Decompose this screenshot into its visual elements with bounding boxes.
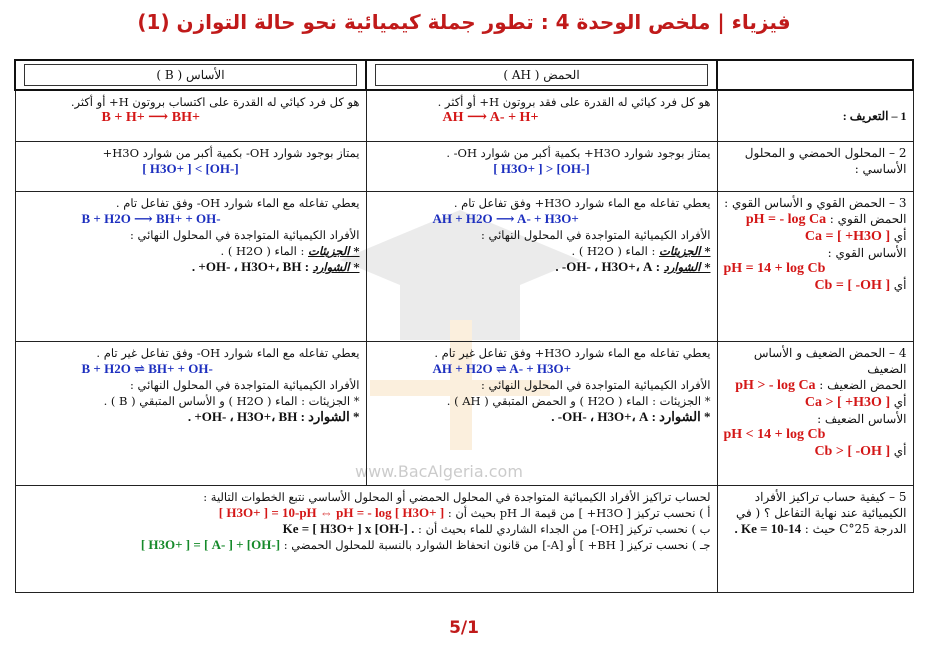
page-number: 5/1 [449, 618, 479, 638]
acid-cell: هو كل فرد كيائي له القدرة على فقد بروتون H+ أو أكثر . AH ⟶ A- + H+ [366, 90, 717, 142]
row-label: 1 – التعريف : [717, 90, 913, 142]
summary-table [14, 59, 914, 593]
base-cell: يمتاز بوجود شوارد OH- بكمية أكبر من شوارد H3O+ [ H3O+ ] < [OH-] [15, 142, 366, 192]
row-label: 2 – المحلول الحمضي و المحلول الأساسي : [717, 142, 913, 192]
acid-cell: يعطي تفاعله مع الماء شوارد H3O+ وفق تفاعل غير تام . AH + H2O ⇌ A- + H3O+ الأفراد الكيميائية المتواجدة في المحلول النهائي : * الجزيئات : الماء ( H2O ) و الحمض المتبقي ( AH ) . * الشوارد : OH- ، H3O+، A- . [366, 342, 717, 486]
table-row [15, 90, 913, 142]
page-title: فيزياء | ملخص الوحدة 4 : تطور جملة كيميائية نحو حالة التوازن (1) [137, 10, 791, 34]
header-empty-cell [717, 60, 913, 90]
header-base-cell: الأساس ( B ) [15, 60, 366, 90]
acid-cell: يعطي تفاعله مع الماء شوارد H3O+ وفق تفاعل تام . AH + H2O ⟶ A- + H3O+ الأفراد الكيميائية المتواجدة في المحلول النهائي : * الجزيئات : الماء ( H2O ) . * الشوارد : OH- ، H3O+، A- . [366, 192, 717, 342]
row-label: 5 – كيفية حساب تراكيز الأفراد الكيميائية عند نهاية التفاعل ؟ ( في الدرجة 25°C حيث : Ke = 10-14 . [717, 486, 913, 593]
watermark-text: www.BacAlgeria.com [355, 462, 523, 481]
row-label: 3 – الحمض القوي و الأساس القوي : الحمض القوي : pH = - log Ca أي [ H3O+ ] = Ca الأساس القوي : pH = 14 + log Cb أي [ OH- ] = Cb [717, 192, 913, 342]
calc-steps-cell: لحساب تراكيز الأفراد الكيميائية المتواجدة في المحلول الحمضي أو المحلول الأساسي نتبع الخطوات التالية : أ ) نحسب تركيز [ H3O+ ] من قيمة الـ pH بحيث أن : [ H3O+ ] = 10-pH ⇔ pH = - log [ H3O+ ] ب ) نحسب تركيز [OH-] من الجداء الشاردي للماء بحيث أن : Ke = [ H3O+ ] x [OH-] . جـ ) نحسب تركيز [ BH+ ] أو [A-] من قانون انحفاظ الشوارد بالنسبة للمحلول الحمضي : [ H3O+ ] = [ A- ] + [OH-] [15, 486, 717, 593]
base-cell: يعطي تفاعله مع الماء شوارد OH- وفق تفاعل تام . B + H2O ⟶ BH+ + OH- الأفراد الكيميائية المتواجدة في المحلول النهائي : * الجزيئات : الماء ( H2O ) . * الشوارد : OH- ، H3O+، BH+ . [15, 192, 366, 342]
base-cell: يعطي تفاعله مع الماء شوارد OH- وفق تفاعل غير تام . B + H2O ⇌ BH+ + OH- الأفراد الكيميائية المتواجدة في المحلول النهائي : * الجزيئات : الماء ( H2O ) و الأساس المتبقي ( B ) . * الشوارد : OH- ، H3O+، BH+ . [15, 342, 366, 486]
table-row [15, 142, 913, 192]
header-acid-cell: الحمض ( AH ) [366, 60, 717, 90]
table-row [15, 192, 913, 342]
row-label: 4 – الحمض الضعيف و الأساس الضعيف الحمض الضعيف : pH > - log Ca أي [ H3O+ ] < Ca الأساس الضعيف : pH < 14 + log Cb أي [ OH- ] < Cb [717, 342, 913, 486]
table-row [15, 486, 913, 593]
table-row [15, 342, 913, 486]
table-header-row [15, 60, 913, 90]
base-cell: هو كل فرد كيائي له القدرة على اكتساب بروتون H+ أو أكثر. B + H+ ⟶ BH+ [15, 90, 366, 142]
acid-cell: يمتاز بوجود شوارد H3O+ بكمية أكبر من شوارد OH- . [ H3O+ ] > [OH-] [366, 142, 717, 192]
